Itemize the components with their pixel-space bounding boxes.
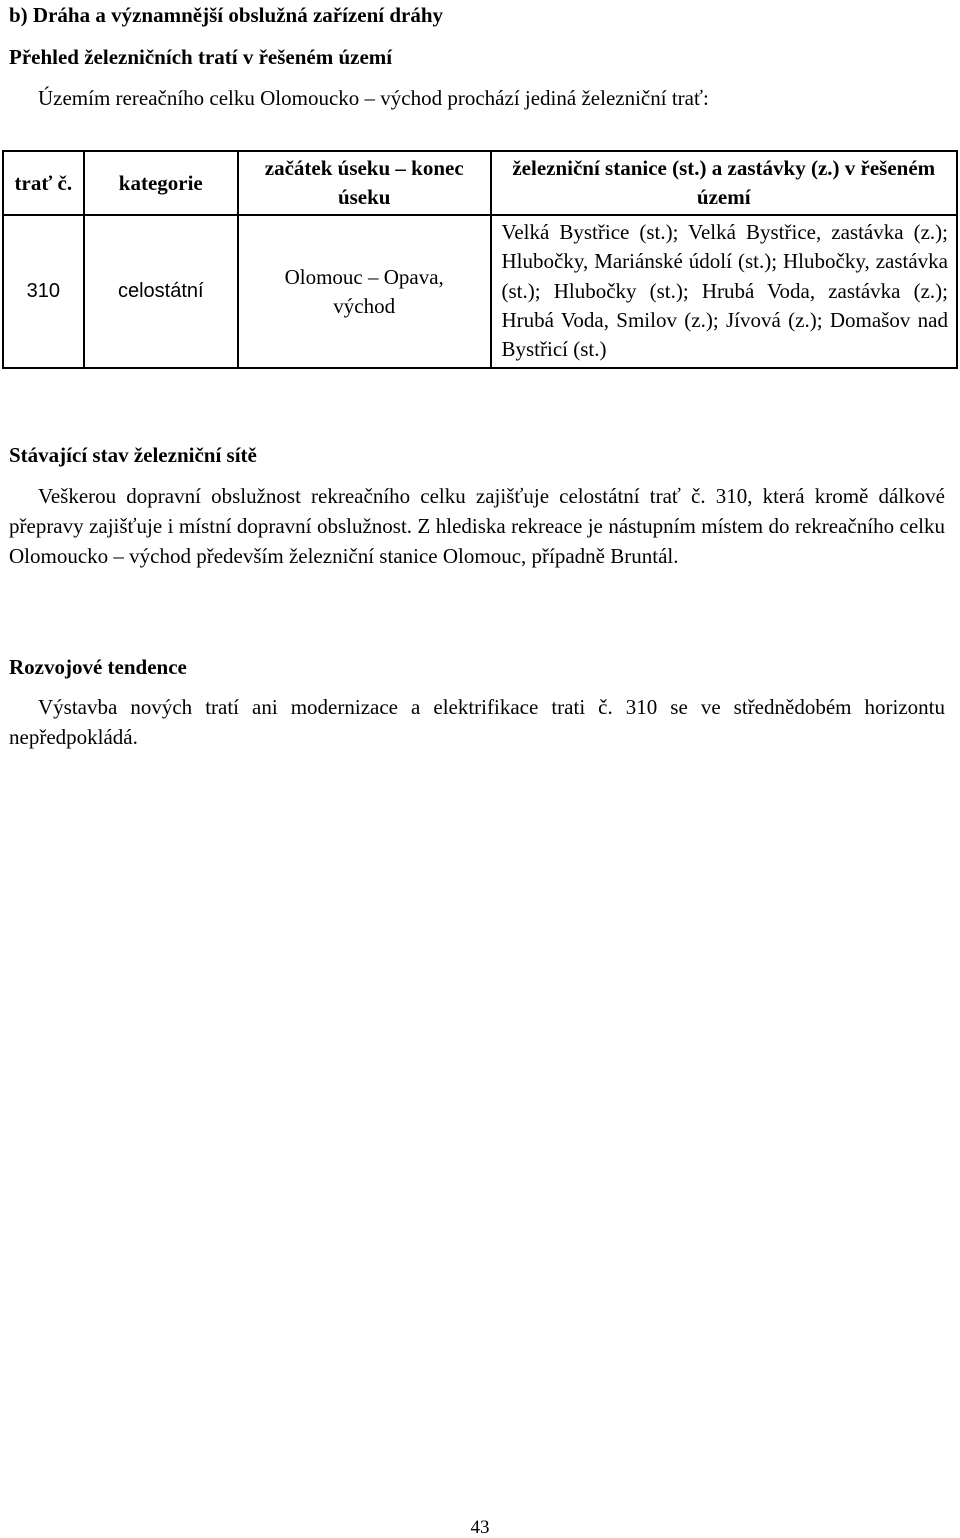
cell-category: celostátní <box>84 215 238 368</box>
cell-track: 310 <box>3 215 84 368</box>
development-heading: Rozvojové tendence <box>9 655 187 679</box>
header-section: začátek úseku – konec úseku <box>238 151 491 215</box>
header-track: trať č. <box>3 151 84 215</box>
current-state-text: Veškerou dopravní obslužnost rekreačního celku zajišťuje celostátní trať č. 310, která kromě dálkové přepravy zajišťuje i místní dopravní obslužnost. Z hlediska rekreace je nástupním místem do rekreačního celku Olomoucko – východ především železniční stanice Olomouc, případně Bruntál. <box>9 484 945 568</box>
cell-stations: Velká Bystřice (st.); Velká Bystřice, zastávka (z.); Hlubočky, Mariánské údolí (st.); Hlubočky, zastávka (st.); Hlubočky (st.); Hrubá Voda, zastávka (z.); Hrubá Voda, Smilov (z.); Jívová (z.); Domašov nad Bystřicí (st.) <box>491 215 958 368</box>
development-text: Výstavba nových tratí ani modernizace a elektrifikace trati č. 310 se ve střednědobém horizontu nepředpokládá. <box>9 695 945 749</box>
table-row <box>3 215 957 368</box>
overview-title: Přehled železničních tratí v řešeném území <box>9 45 393 69</box>
header-stations: železniční stanice (st.) a zastávky (z.) v řešeném území <box>491 151 958 215</box>
intro-text: Územím rereačního celku Olomoucko – východ prochází jediná železniční trať: <box>38 86 709 110</box>
current-state-heading: Stávající stav železniční sítě <box>9 443 257 467</box>
development-paragraph <box>9 692 945 752</box>
cell-section: Olomouc – Opava, východ <box>238 215 491 368</box>
header-category: kategorie <box>84 151 238 215</box>
page-number: 43 <box>470 1517 490 1538</box>
table-header-row <box>3 151 957 215</box>
current-state-paragraph <box>9 481 945 571</box>
section-title: b) Dráha a významnější obslužná zařízení dráhy <box>9 3 444 27</box>
railway-table <box>2 150 958 369</box>
